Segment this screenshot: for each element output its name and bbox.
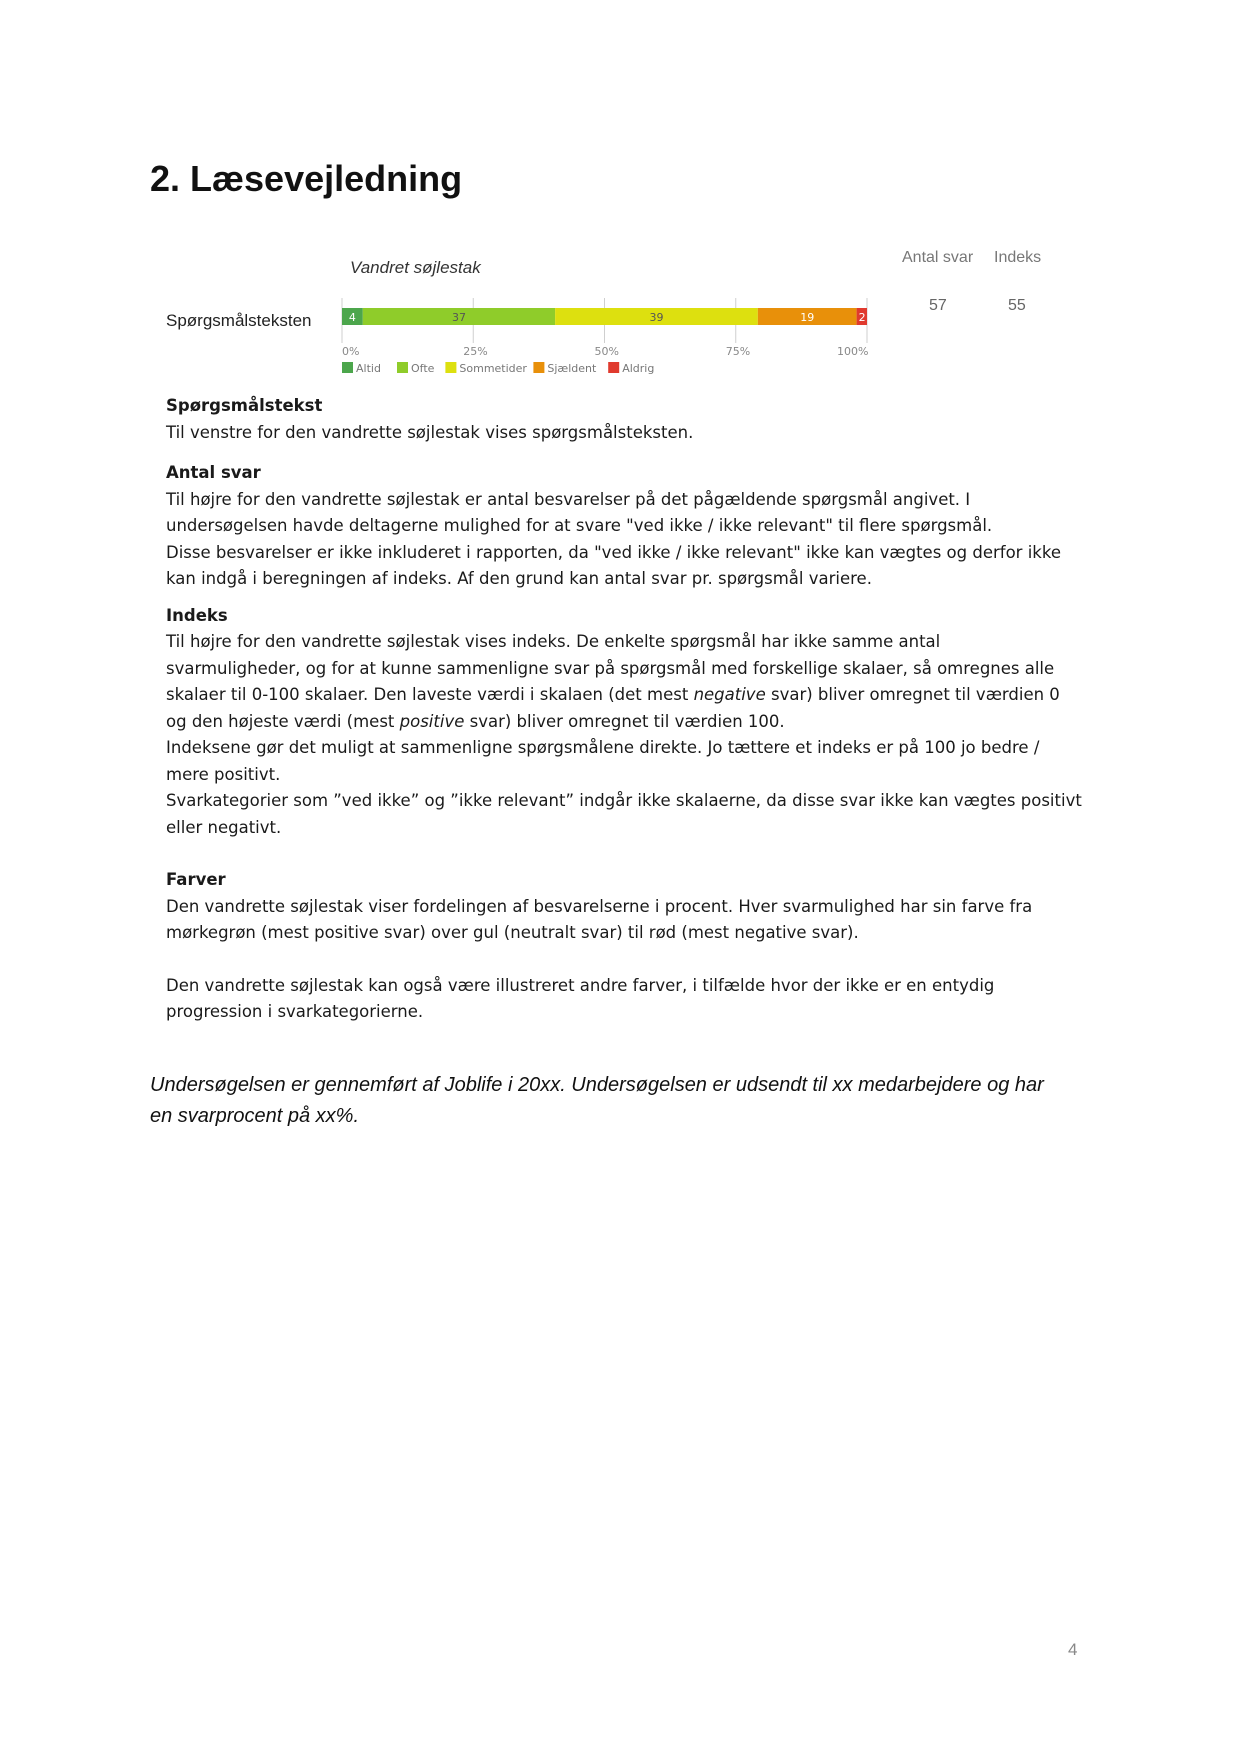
survey-note-line: en svarprocent på xx%. (150, 1105, 359, 1127)
legend-swatch (397, 362, 408, 373)
x-tick-label: 75% (725, 345, 751, 358)
emphasis-negative: negative (693, 685, 766, 704)
example-chart (160, 240, 1060, 380)
section-text: Den vandrette søjlestak viser fordelingen af besvarelserne i procent. Hver svarmulighed har sin farve fra (166, 896, 1033, 916)
text-run: skalaer til 0-100 skalaer. Den laveste værdi i skalaen (det mest (166, 685, 694, 704)
antal-svar-header: Antal svar (902, 249, 974, 266)
data-label: 4 (348, 311, 356, 324)
survey-note-line: Undersøgelsen er gennemført af Joblife i 20xx. Undersøgelsen er udsendt til xx medarbejdere og har (150, 1074, 1044, 1096)
legend-label: Sjældent (547, 362, 597, 375)
section-heading-farver: Farver (166, 870, 226, 889)
section-heading-sporgsmalstekst: Spørgsmålstekst (166, 396, 323, 415)
emphasis-positive: positive (399, 711, 465, 731)
legend-swatch (608, 362, 619, 373)
survey-note (150, 1070, 1090, 1132)
section-text (166, 682, 1086, 709)
section-text: svarmuligheder, og for at kunne sammenligne svar på spørgsmål med forskellige skalaer, så omregnes alle (166, 658, 1055, 678)
section-text (166, 709, 1086, 736)
data-label: 19 (800, 311, 815, 324)
section-text: undersøgelsen havde deltagerne mulighed for at svare "ved ikke / ikke relevant" til flere spørgsmål. (166, 516, 993, 535)
legend-label: Ofte (411, 362, 435, 375)
section-heading-antal-svar: Antal svar (166, 463, 261, 482)
section-text: Disse besvarelser er ikke inkluderet i rapporten, da "ved ikke / ikke relevant" ikke kan vægtes og derfor ikke (166, 542, 1061, 562)
section-text: mørkegrøn (mest positive svar) over gul (neutralt svar) til rød (mest negative svar). (166, 923, 859, 942)
data-label: 39 (649, 311, 664, 324)
section-text: Svarkategorier som ”ved ikke” og ”ikke relevant” indgår ikke skalaerne, da disse svar ikke kan vægtes positivt (166, 791, 1082, 810)
indeks-value: 55 (1008, 297, 1026, 314)
legend-label: Aldrig (622, 362, 655, 375)
page-number: 4 (1068, 1640, 1078, 1659)
section-text: mere positivt. (166, 764, 281, 784)
legend-label: Altid (356, 362, 381, 375)
x-tick-label: 0% (342, 345, 360, 358)
stacked-bar-svg (340, 288, 900, 376)
legend-swatch (445, 362, 456, 373)
x-tick-label: 50% (594, 345, 619, 358)
text-run: svar) bliver omregnet til værdien 0 (765, 685, 1060, 704)
section-text: Indeksene gør det muligt at sammenligne spørgsmålene direkte. Jo tættere et indeks er på 100 jo bedre / (166, 738, 1040, 757)
question-label: Spørgsmålsteksten (166, 311, 312, 330)
section-text: eller negativt. (166, 817, 282, 837)
x-tick-label: 25% (463, 345, 488, 358)
indeks-header: Indeks (994, 249, 1042, 266)
section-text: Til højre for den vandrette søjlestak er antal besvarelser på det pågældende spørgsmål angivet. I (166, 489, 971, 509)
section-text: kan indgå i beregningen af indeks. Af den grund kan antal svar pr. spørgsmål variere. (166, 569, 872, 588)
data-label: 2 (858, 311, 866, 324)
text-run: og den højeste værdi (mest (166, 711, 400, 731)
section-text: Den vandrette søjlestak kan også være illustreret andre farver, i tilfælde hvor der ikke er en entydig (166, 975, 995, 995)
legend-swatch (533, 362, 544, 373)
text-run: svar) bliver omregnet til værdien 100. (464, 711, 785, 731)
reading-guide (166, 393, 1086, 1026)
section-text: progression i svarkategorierne. (166, 1002, 424, 1021)
data-label: 37 (451, 311, 466, 324)
section-text: Til venstre for den vandrette søjlestak vises spørgsmålsteksten. (166, 422, 694, 442)
antal-svar-value: 57 (929, 297, 947, 314)
section-heading-indeks: Indeks (166, 605, 228, 625)
x-tick-label: 100% (837, 345, 869, 358)
chart-title: Vandret søjlestak (350, 258, 481, 277)
page-title: 2. Læsevejledning (150, 158, 463, 199)
legend-swatch (342, 362, 353, 373)
legend-label: Sommetider (459, 362, 527, 375)
section-text: Til højre for den vandrette søjlestak vises indeks. De enkelte spørgsmål har ikke samme antal (166, 632, 941, 651)
